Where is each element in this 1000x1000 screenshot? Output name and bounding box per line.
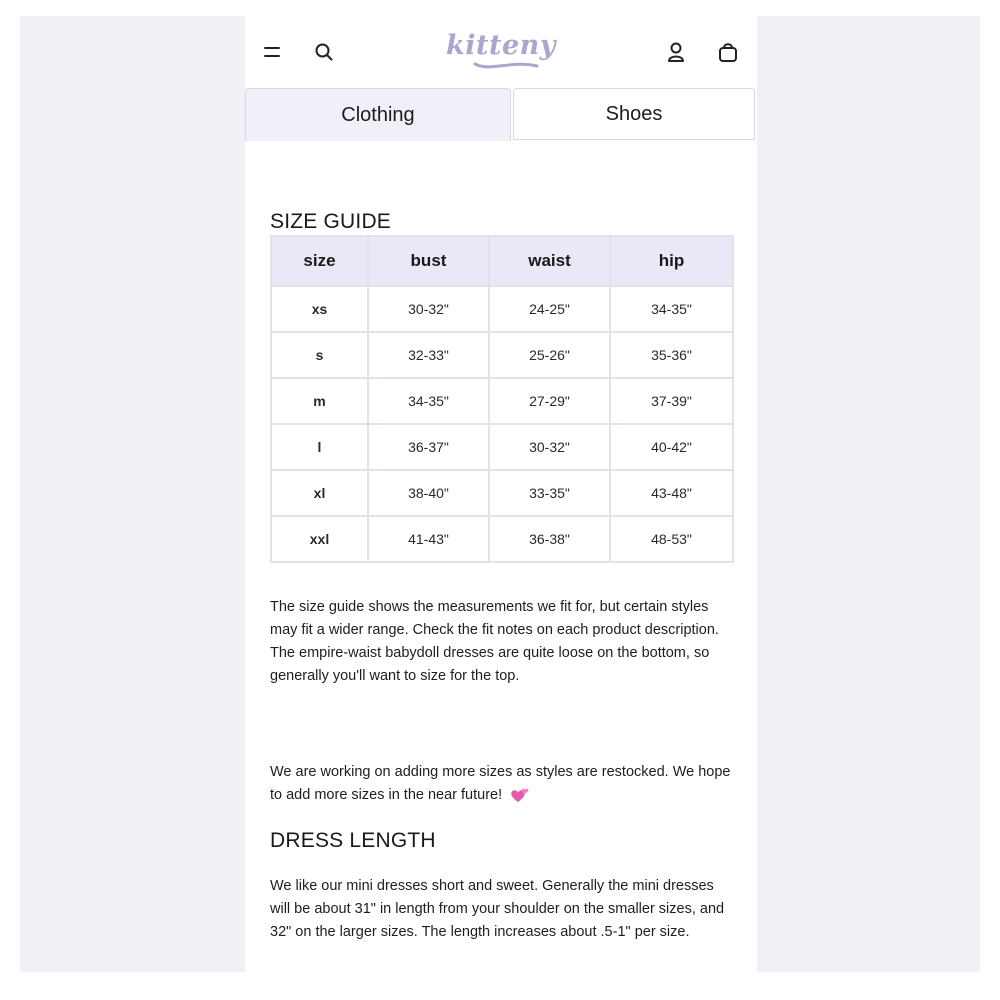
hip-cell: 43-48" [610,470,733,516]
dress-length-text: We like our mini dresses short and sweet. Generally the mini dresses will be about 31" in length from your shoulder on the smaller sizes, and 32" on the larger sizes. The length increases about .5-1" per size. [270,878,725,940]
site-header [245,16,757,88]
size-cell: m [271,378,368,424]
waist-cell: 27-29" [489,378,610,424]
hip-cell: 37-39" [610,378,733,424]
table-header-row [271,236,733,286]
table-row [271,378,733,424]
size-guide-title: SIZE GUIDE [270,210,392,233]
category-tabs [245,88,757,141]
shopping-bag-icon[interactable] [715,39,741,65]
tab-label: Clothing [341,103,415,126]
tab-label: Shoes [605,102,663,125]
column-header-hip: hip [610,236,733,286]
bust-cell: 38-40" [368,470,489,516]
table-row [271,470,733,516]
size-table [270,235,734,563]
table-row [271,424,733,470]
waist-cell: 36-38" [489,516,610,562]
user-icon[interactable] [663,39,689,65]
size-cell: xl [271,470,368,516]
bust-cell: 30-32" [368,286,489,332]
hip-cell: 34-35" [610,286,733,332]
waist-cell: 30-32" [489,424,610,470]
bust-cell: 36-37" [368,424,489,470]
logo-swoosh-icon [471,58,541,72]
hip-cell: 48-53" [610,516,733,562]
restock-note-text: We are working on adding more sizes as styles are restocked. We hope to add more sizes in the near future! [270,764,731,803]
column-header-waist: waist [489,236,610,286]
table-row [271,286,733,332]
waist-cell: 25-26" [489,332,610,378]
hip-cell: 35-36" [610,332,733,378]
column-header-bust: bust [368,236,489,286]
column-header-size: size [271,236,368,286]
size-cell: l [271,424,368,470]
waist-cell: 24-25" [489,286,610,332]
bust-cell: 32-33" [368,332,489,378]
tab-clothing[interactable] [245,88,511,141]
waist-cell: 33-35" [489,470,610,516]
size-guide-note: The size guide shows the measurements we fit for, but certain styles may fit a wider range. Check the fit notes on each product description. The empire-waist babydoll dresses are quite loose on the bottom, so generally you'll want to size for the top. [270,599,719,684]
restock-note [270,761,736,807]
two-hearts-icon [509,786,529,804]
bust-cell: 41-43" [368,516,489,562]
size-cell: s [271,332,368,378]
bust-cell: 34-35" [368,378,489,424]
tab-shoes[interactable] [513,88,755,140]
size-cell: xxl [271,516,368,562]
table-row [271,516,733,562]
hip-cell: 40-42" [610,424,733,470]
dress-length-title: DRESS LENGTH [270,829,436,852]
table-row [271,332,733,378]
size-cell: xs [271,286,368,332]
site-logo[interactable]: kitteny [446,30,556,61]
mobile-page [245,16,757,972]
